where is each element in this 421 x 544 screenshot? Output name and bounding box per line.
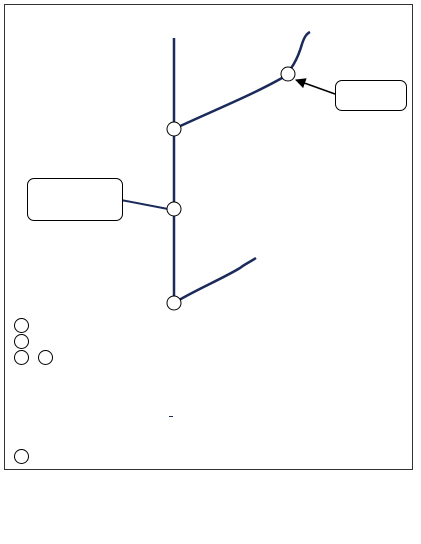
eq2-fraction	[169, 416, 173, 417]
legend-num-4	[14, 449, 29, 464]
refineria-discharge-line	[121, 200, 168, 209]
legend-num-2	[14, 334, 29, 349]
legend-item-2	[14, 334, 35, 349]
cano-del-medio-line	[174, 258, 256, 303]
node-3	[167, 202, 181, 216]
node-2	[167, 122, 181, 136]
node-4	[167, 296, 181, 310]
legend-item-4	[14, 449, 35, 464]
legend-item-3	[14, 350, 53, 365]
mass-balance-eq2	[162, 410, 173, 422]
legend-ref-2	[38, 350, 53, 365]
eq2-numerator	[169, 416, 173, 417]
node-1	[281, 67, 295, 81]
legend-num-3	[14, 350, 29, 365]
estacion-arrow	[296, 80, 335, 94]
legend-num-1	[14, 318, 29, 333]
estacion-box	[335, 80, 407, 111]
legend-item-1	[14, 318, 35, 333]
refineria-box	[27, 178, 123, 221]
